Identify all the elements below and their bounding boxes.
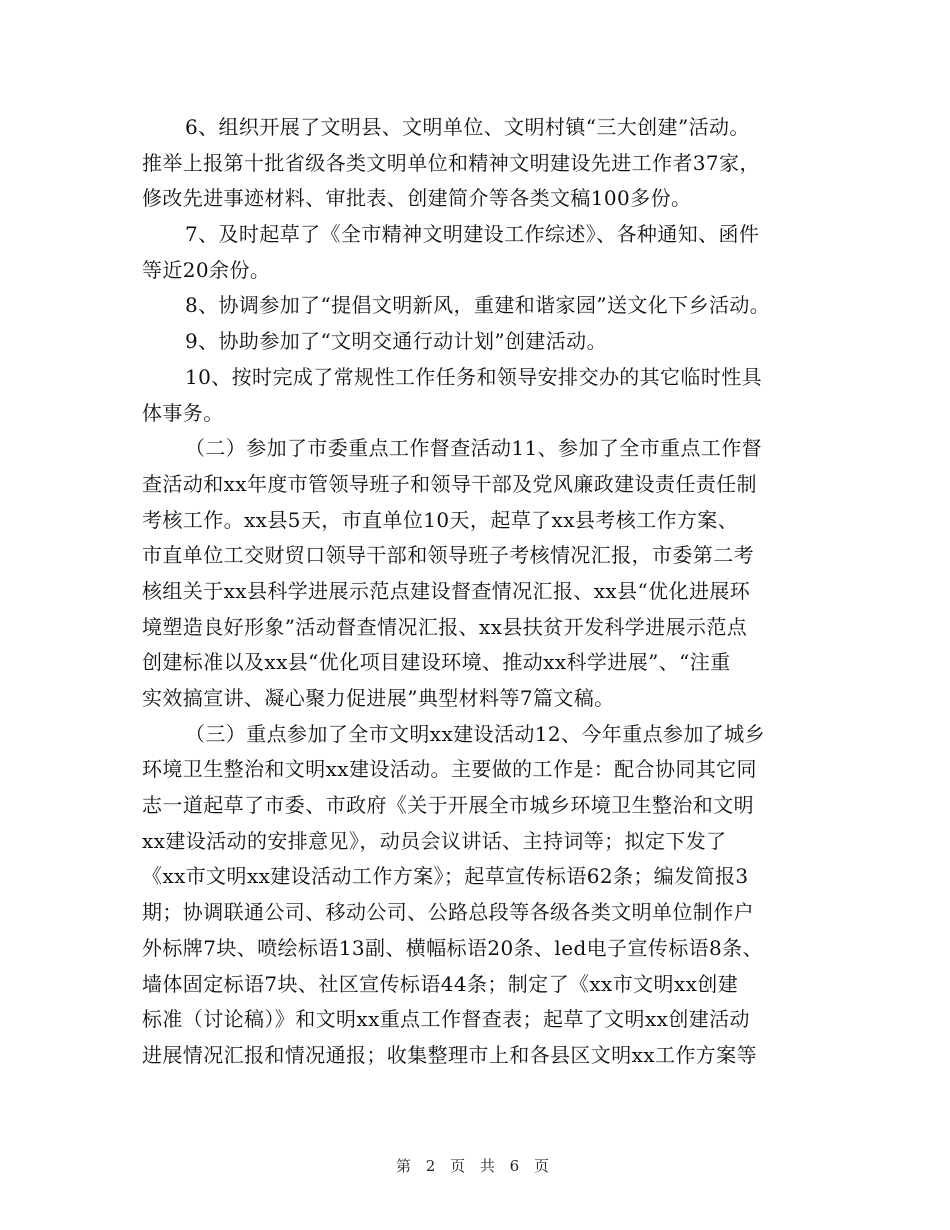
text-line: 等近20余份。	[142, 257, 271, 282]
text-line: （二）参加了市委重点工作督查活动11、参加了全市重点工作督	[185, 436, 763, 461]
text-line: 志一道起草了市委、市政府《关于开展全市城乡环境卫生整治和文明	[142, 793, 754, 818]
page-footer: 第 2 页 共 6 页	[396, 1157, 554, 1175]
text-line: 考核工作。xx县5天，市直单位10天，起草了xx县考核工作方案、	[142, 507, 739, 532]
text-line: 10、按时完成了常规性工作任务和领导安排交办的其它临时性具	[185, 364, 763, 389]
text-line: 墙体固定标语7块、社区宣传标语44条；制定了《xx市文明xx创建	[142, 971, 739, 996]
document-body	[142, 110, 822, 1074]
text-line: 实效搞宣讲、凝心聚力促进展”典型材料等7篇文稿。	[142, 686, 615, 710]
text-line: 期；协调联通公司、移动公司、公路总段等各级各类文明单位制作户	[142, 900, 754, 925]
text-line: 外标牌7块、喷绘标语13副、横幅标语20条、led电子宣传标语8条、	[142, 935, 763, 960]
text-line: 体事务。	[142, 400, 224, 425]
text-line: 7、及时起草了《全市精神文明建设工作综述》、各种通知、函件	[185, 222, 760, 247]
text-line: 查活动和xx年度市管领导班子和领导干部及党风廉政建设责任责任制	[142, 471, 757, 496]
text-line: 修改先进事迹材料、审批表、创建简介等各类文稿100多份。	[142, 186, 692, 211]
text-line: xx建设活动的安排意见》，动员会议讲话、主持词等；拟定下发了	[142, 828, 727, 853]
text-line: 环境卫生整治和文明xx建设活动。主要做的工作是：配合协同其它同	[142, 757, 757, 782]
text-line: 6、组织开展了文明县、文明单位、文明村镇“三大创建”活动。	[185, 115, 750, 139]
text-line: （三）重点参加了全市文明xx建设活动12、今年重点参加了城乡	[185, 721, 766, 746]
text-line: 境塑造良好形象”活动督查情况汇报、xx县扶贫开发科学进展示范点	[142, 614, 748, 639]
text-line: 进展情况汇报和情况通报；收集整理市上和各县区文明xx工作方案等	[142, 1042, 757, 1067]
text-line: 推举上报第十批省级各类文明单位和精神文明建设先进工作者37家，	[142, 150, 760, 175]
text-line: 9、协助参加了“文明交通行动计划”创建活动。	[185, 329, 607, 354]
text-line: 市直单位工交财贸口领导干部和领导班子考核情况汇报，市委第二考	[142, 543, 754, 568]
text-line: 标准（讨论稿）》和文明xx重点工作督查表；起草了文明xx创建活动	[142, 1007, 750, 1032]
text-line: 核组关于xx县科学进展示范点建设督查情况汇报、xx县“优化进展环	[142, 578, 751, 603]
text-line: 创建标准以及xx县“优化项目建设环境、推动xx科学进展”、“注重	[142, 650, 731, 675]
text-line: 《xx市文明xx建设活动工作方案》；起草宣传标语62条；编发简报3	[142, 864, 749, 889]
text-line: 8、协调参加了“提倡文明新风，重建和谐家园”送文化下乡活动。	[185, 293, 771, 318]
